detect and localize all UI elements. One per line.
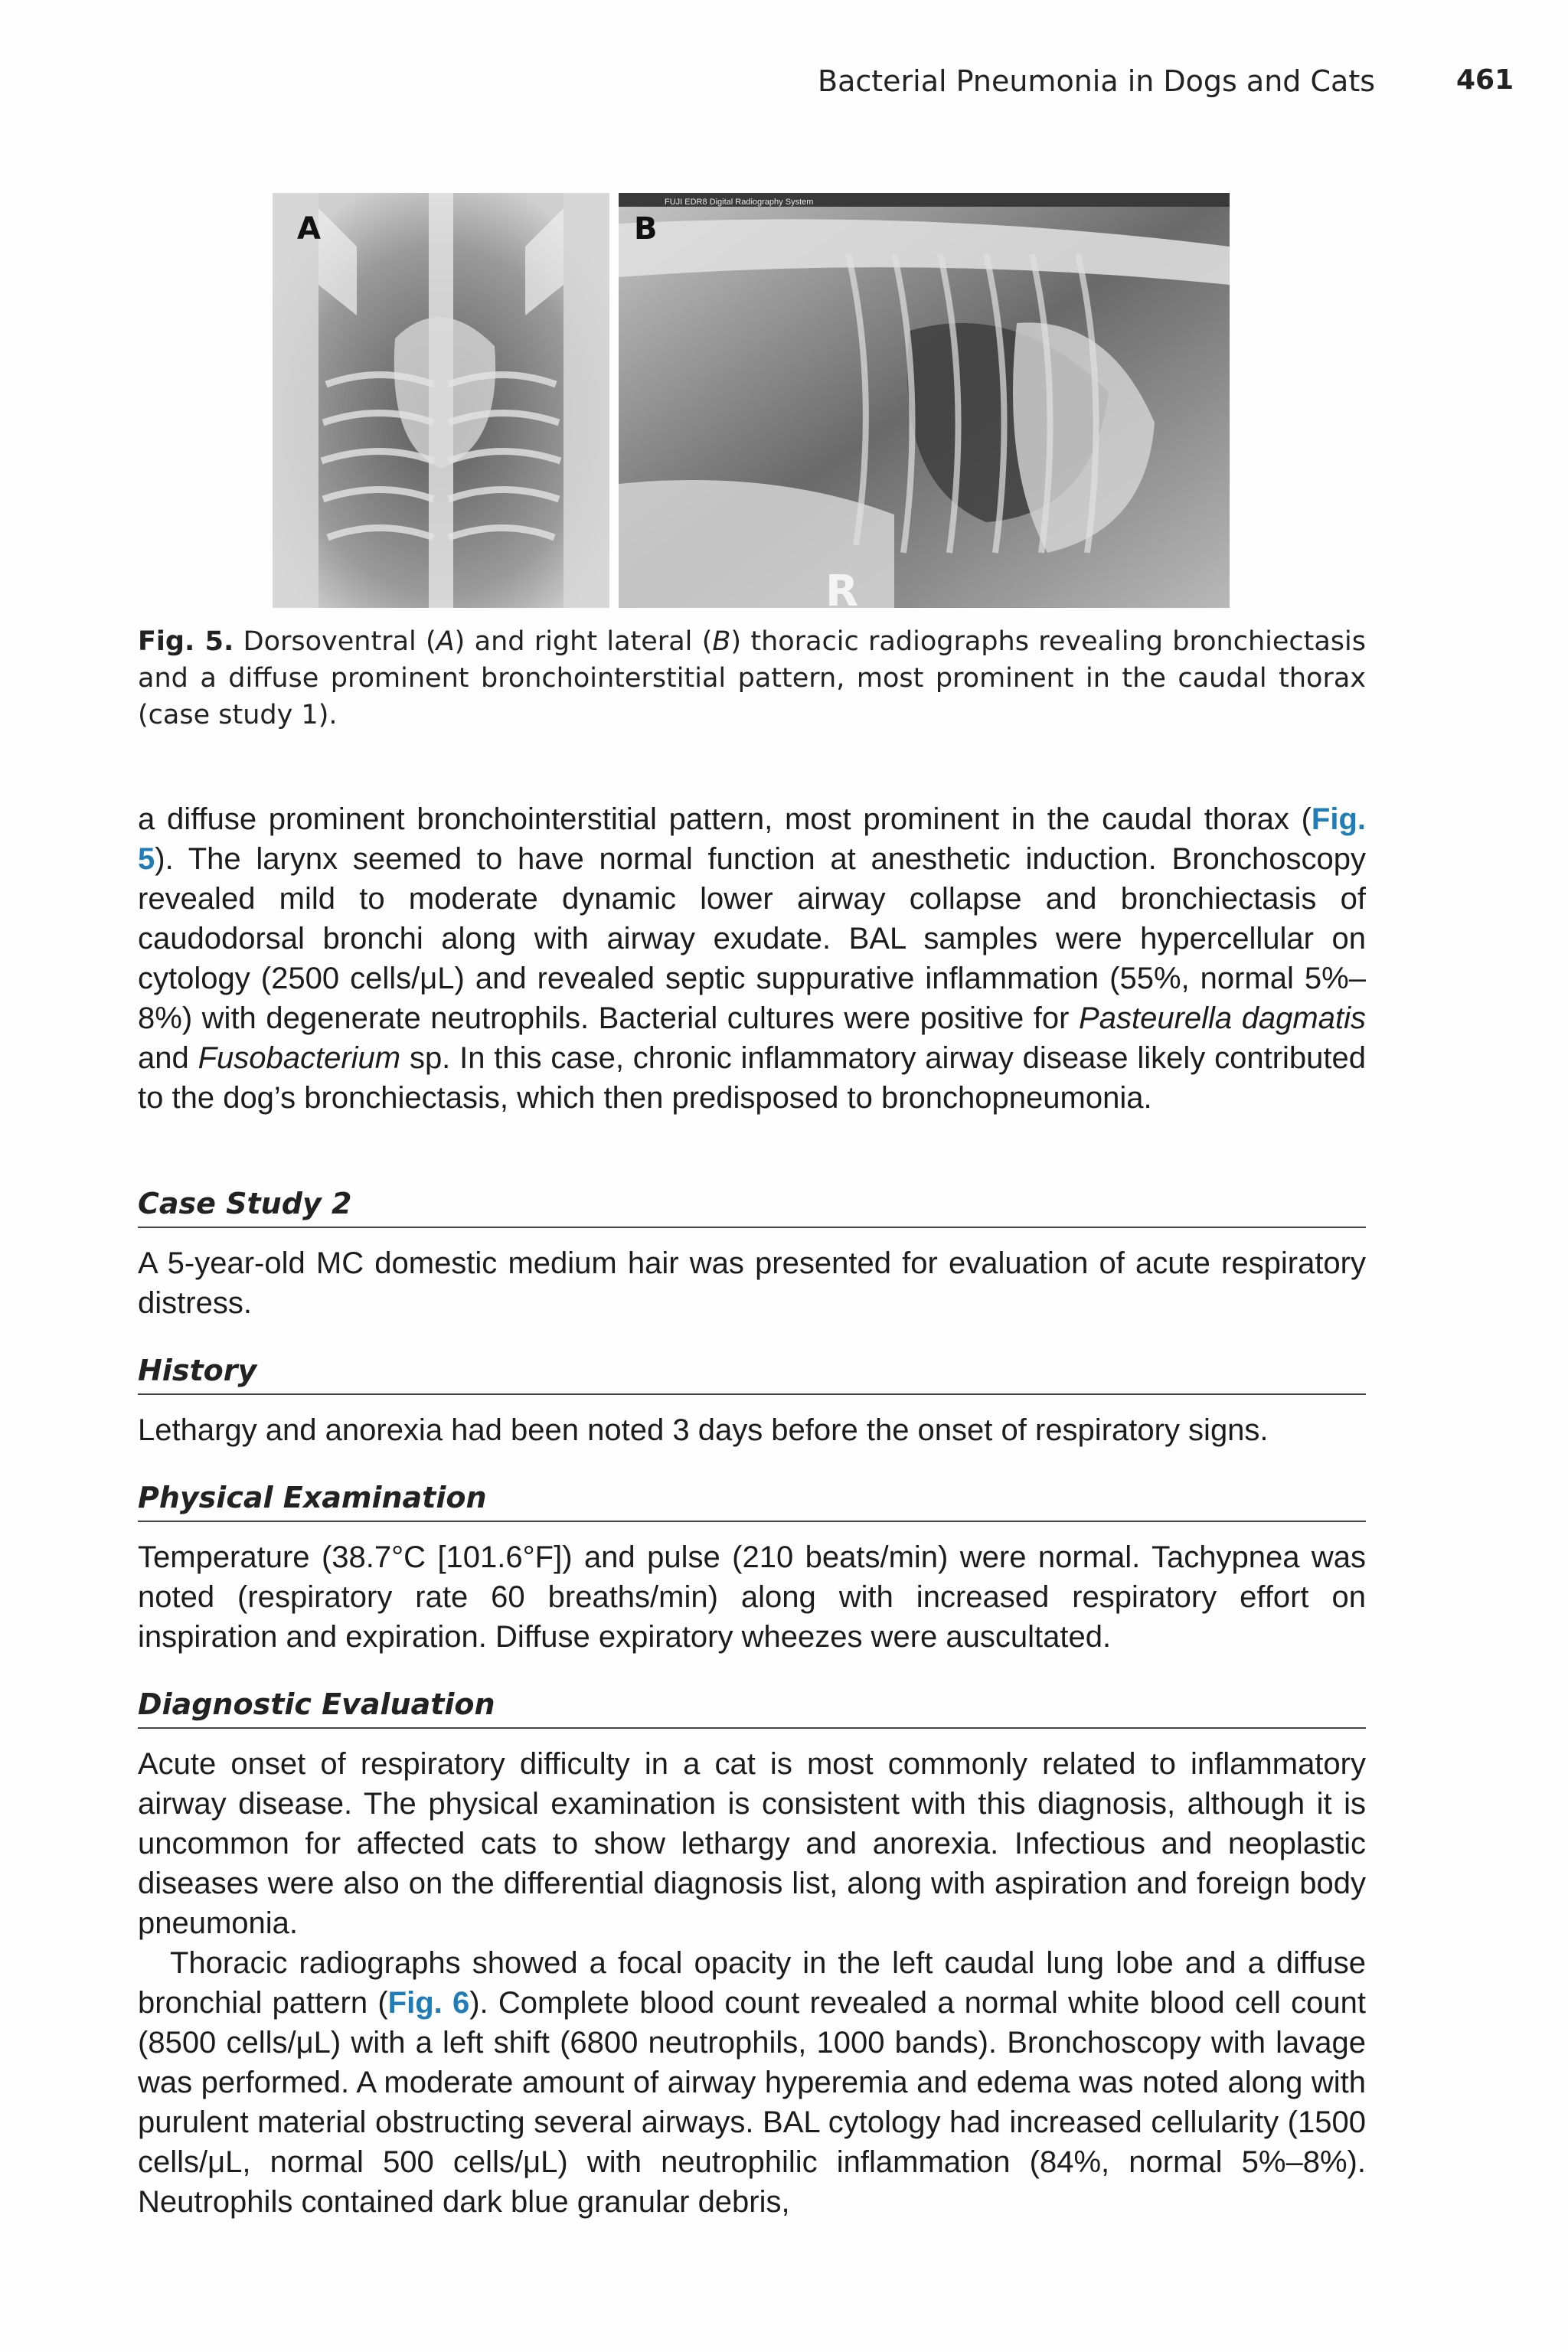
panel-label-b: B [634, 211, 658, 247]
organism-name: Fusobacterium [198, 1041, 401, 1075]
figure-5 [273, 193, 1230, 608]
paragraph-text: and [138, 1041, 198, 1075]
side-marker-r: R [825, 567, 859, 608]
radiograph-dorsoventral [273, 193, 609, 608]
running-title: Bacterial Pneumonia in Dogs and Cats [818, 64, 1376, 98]
paragraph-text: a diffuse prominent bronchointerstitial pattern, most prominent in the caudal thorax ( [138, 802, 1312, 836]
organism-name: Pasteurella dagmatis [1079, 1001, 1366, 1035]
figure-caption [138, 623, 1366, 733]
caption-text: ) thoracic radiographs revealing bronchiectasis and a diffuse prominent bronchointerstitial pattern, most prominent in the caudal thorax (case study 1). [138, 626, 1366, 730]
fig-5-link[interactable]: Fig. 5 [138, 802, 1366, 876]
physical-exam-text: Temperature (38.7°C [101.6°F]) and pulse (210 beats/min) were normal. Tachypnea was noted (respiratory rate 60 breaths/min) along with increased respiratory effort on inspiration and expiration. Diffuse expiratory wheezes were auscultated. [138, 1540, 1366, 1654]
caption-ref-b: B [712, 626, 731, 657]
radiograph-a-image [273, 193, 609, 608]
history-text: Lethargy and anorexia had been noted 3 days before the onset of respiratory signs. [138, 1413, 1269, 1447]
caption-text: ) and right lateral ( [454, 626, 713, 657]
radiograph-right-lateral [619, 193, 1230, 608]
page-number: 461 [1456, 64, 1514, 96]
paragraph-text: ). Complete blood count revealed a normal white blood cell count (8500 cells/μL) with a left shift (6800 neutrophils, 1000 bands). Bronchoscopy with lavage was performed. A moderate amount of airway hyperemia and edema was noted along with purulent material obstructing several airways. BAL cytology had increased cellularity (1500 cells/μL, normal 500 cells/μL) with neutrophilic inflammation (84%, normal 5%–8%). Neutrophils contained dark blue granular debris, [138, 1986, 1366, 2219]
running-head [0, 64, 1568, 103]
diagnostic-evaluation-paragraph-2 [138, 1943, 1366, 2222]
case-study-2-heading: Case Study 2 [138, 1185, 1366, 1228]
radiograph-b-header: FUJI EDR8 Digital Radiography System [665, 198, 814, 207]
paragraph-text: Thoracic radiographs showed a focal opacity in the left caudal lung lobe and a diffuse bronchial pattern ( [138, 1946, 1366, 2020]
paragraph-text: ). The larynx seemed to have normal function at anesthetic induction. Bronchoscopy revealed mild to moderate dynamic lower airway collapse and bronchiectasis of caudodorsal bronchi along with airway exudate. BAL samples were hypercellular on cytology (2500 cells/μL) and revealed septic suppurative inflammation (55%, normal 5%–8%) with degenerate neutrophils. Bacterial cultures were positive for [138, 842, 1366, 1035]
panel-label-a: A [297, 211, 321, 247]
caption-text: Dorsoventral ( [234, 626, 436, 657]
caption-label: Fig. 5. [138, 626, 234, 657]
diagnostic-evaluation-heading: Diagnostic Evaluation [138, 1686, 1366, 1729]
case-1-conclusion-paragraph [138, 799, 1366, 1118]
history-heading: History [138, 1352, 1366, 1395]
fig-6-link[interactable]: Fig. 6 [387, 1986, 470, 2020]
diagnostic-evaluation-paragraph-1: Acute onset of respiratory difficulty in a cat is most commonly related to inflammatory airway disease. The physical examination is consistent with this diagnosis, although it is uncommon for affected cats to show lethargy and anorexia. Infectious and neoplastic diseases were also on the differential diagnosis list, along with aspiration and foreign body pneumonia. [138, 1747, 1366, 1940]
physical-exam-heading: Physical Examination [138, 1479, 1366, 1522]
radiograph-b-image [619, 193, 1230, 608]
caption-ref-a: A [436, 626, 455, 657]
paragraph-text: sp. In this case, chronic inflammatory airway disease likely contributed to the dog’s bronchiectasis, which then predisposed to bronchopneumonia. [138, 1041, 1366, 1115]
case-study-2-text: A 5-year-old MC domestic medium hair was presented for evaluation of acute respiratory distress. [138, 1246, 1366, 1320]
